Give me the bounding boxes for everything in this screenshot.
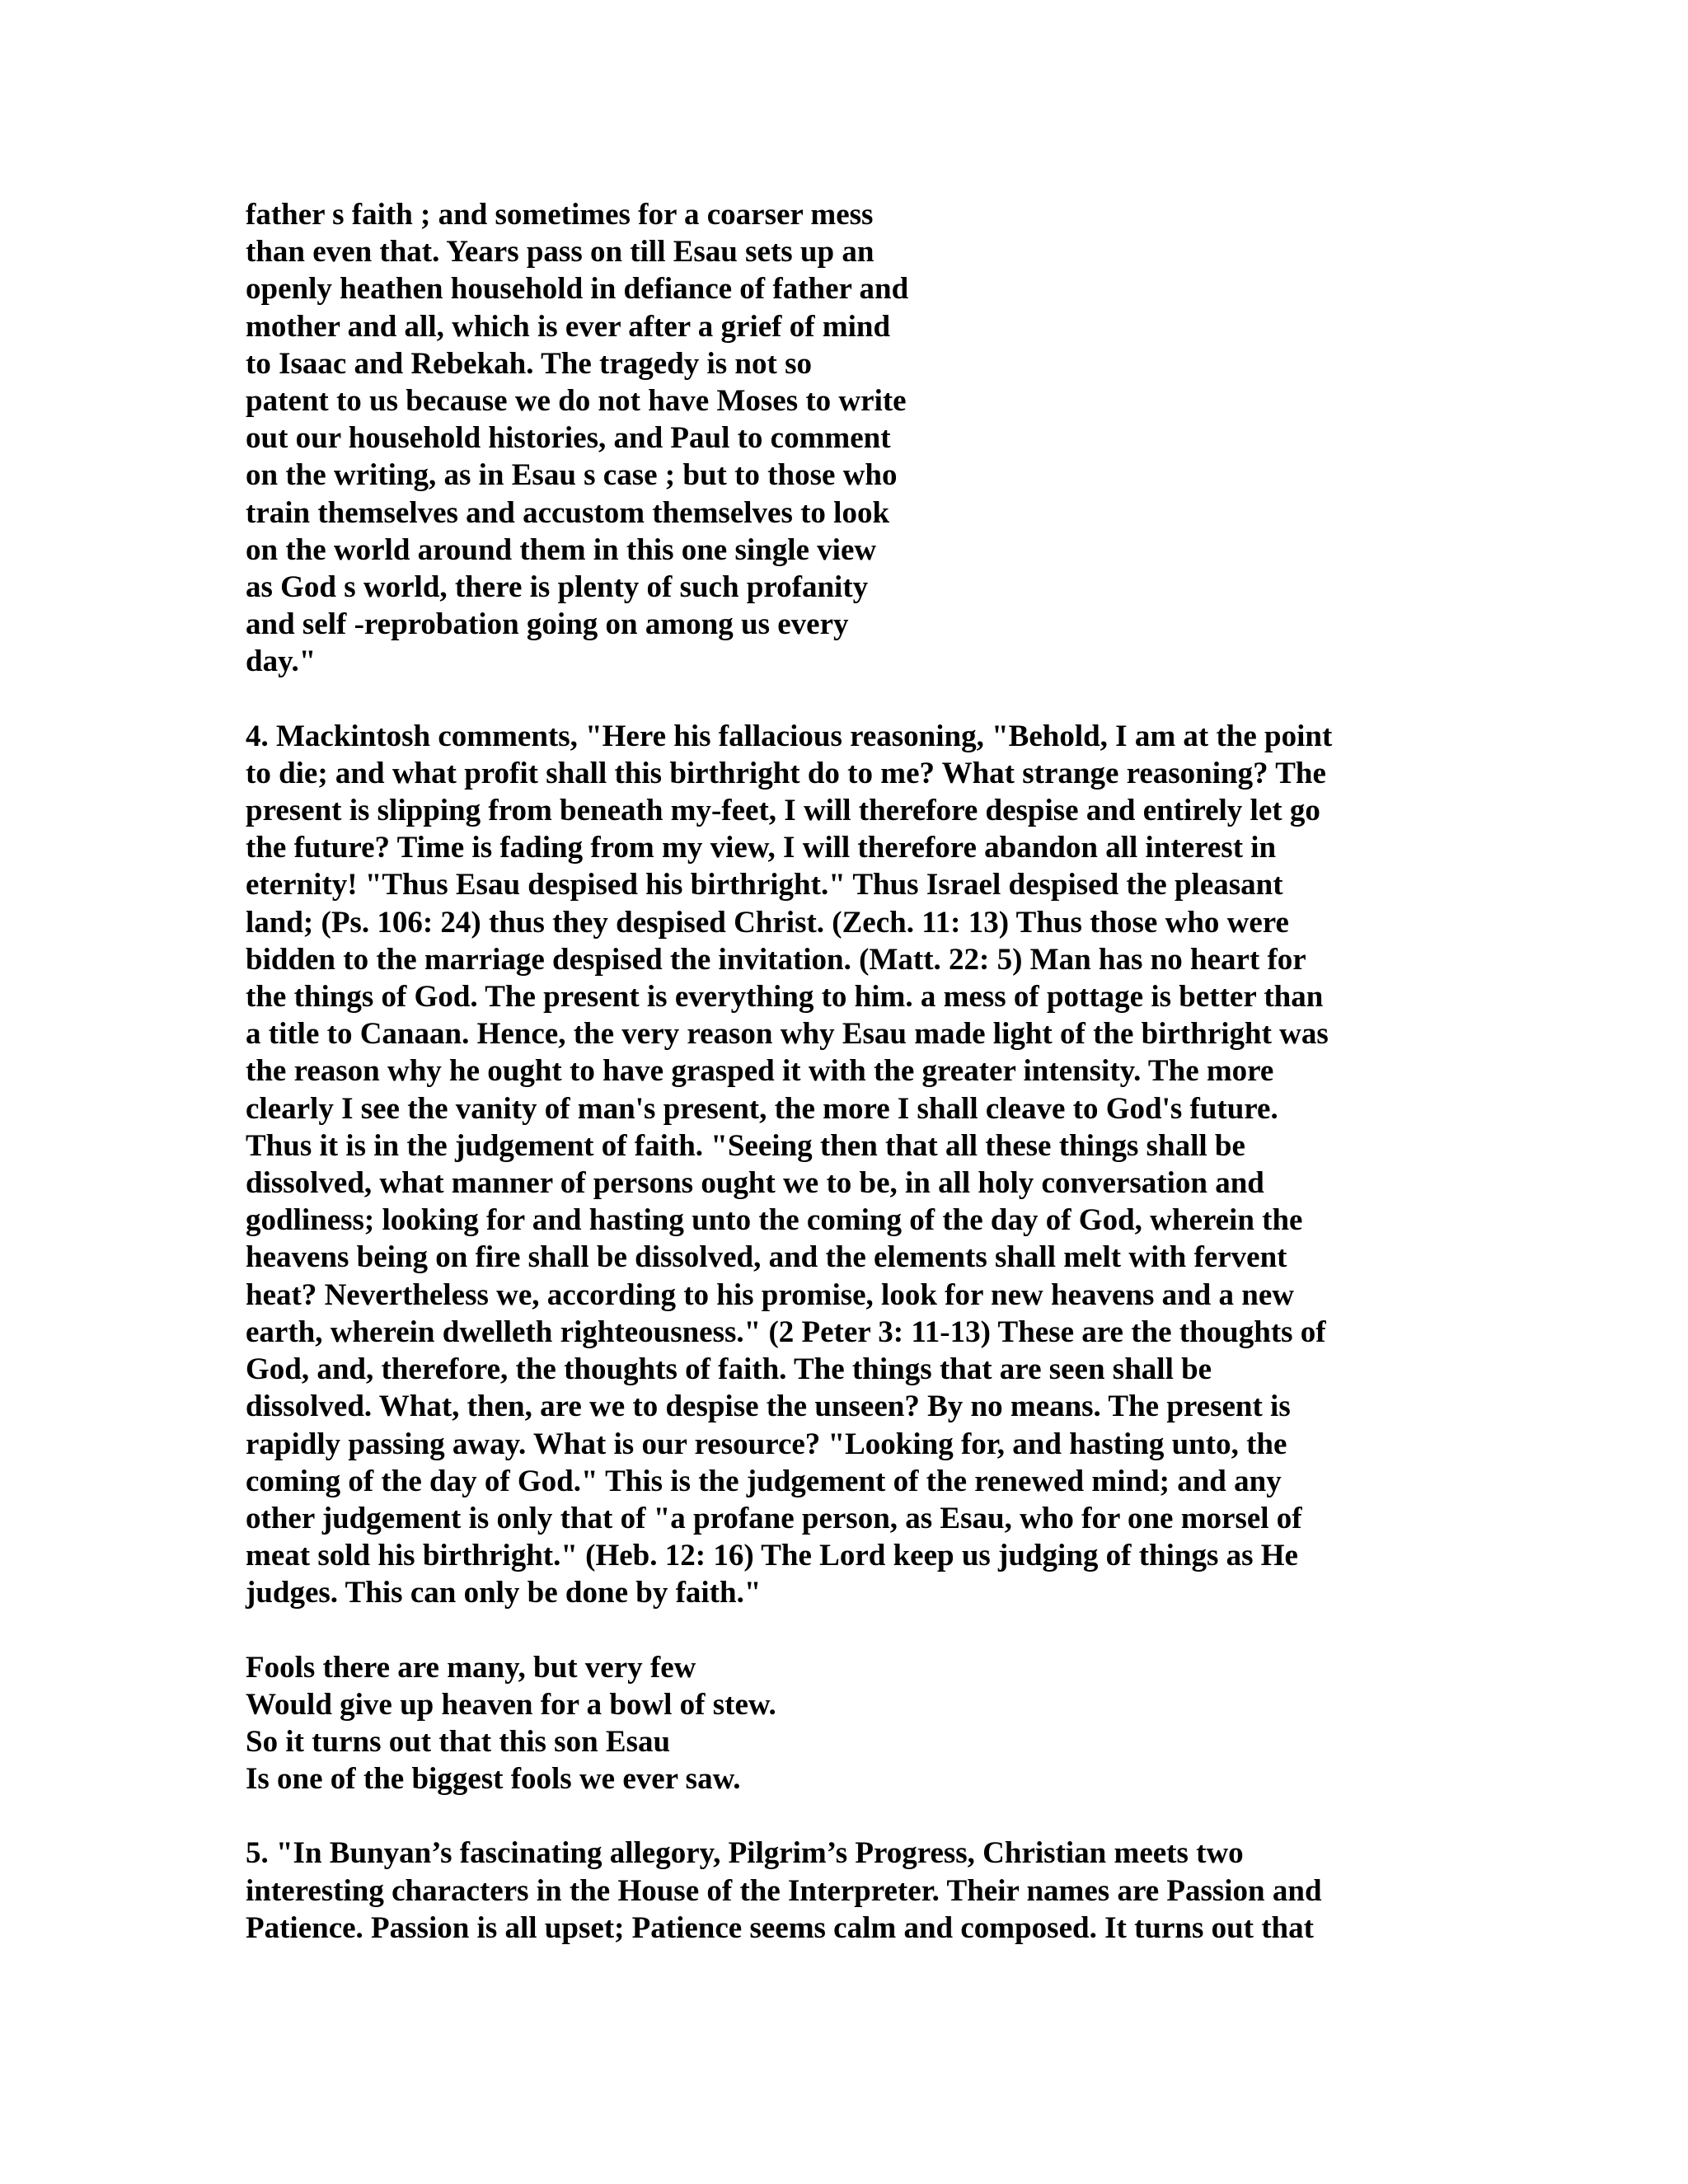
- text-line: mother and all, which is ever after a grief of mind: [246, 309, 891, 344]
- text-line: heat? Nevertheless we, according to his promise, look for new heavens and a new: [246, 1277, 1294, 1312]
- poem-line: Is one of the biggest fools we ever saw.: [246, 1762, 741, 1797]
- text-line: Patience. Passion is all upset; Patience seems calm and composed. It turns out that: [246, 1910, 1314, 1945]
- text-line: heavens being on fire shall be dissolved, and the elements shall melt with fervent: [246, 1240, 1287, 1275]
- text-line: than even that. Years pass on till Esau sets up an: [246, 235, 874, 269]
- text-line: 5. "In Bunyan’s fascinating allegory, Pilgrim’s Progress, Christian meets two: [246, 1836, 1244, 1871]
- text-line: out our household histories, and Paul to comment: [246, 421, 891, 456]
- text-line: a title to Canaan. Hence, the very reason why Esau made light of the birthright was: [246, 1017, 1329, 1052]
- text-line: 4. Mackintosh comments, "Here his fallacious reasoning, "Behold, I am at the point: [246, 719, 1333, 753]
- text-line: clearly I see the vanity of man's present, the more I shall cleave to God's future.: [246, 1091, 1278, 1126]
- text-line: on the world around them in this one single view: [246, 532, 877, 567]
- text-line: the future? Time is fading from my view, I will therefore abandon all interest in: [246, 831, 1277, 865]
- text-line: and self -reprobation going on among us every: [246, 607, 849, 642]
- text-line: to Isaac and Rebekah. The tragedy is not so: [246, 346, 812, 381]
- poem-line: Fools there are many, but very few: [246, 1650, 696, 1685]
- paragraph-mackintosh: [246, 718, 1449, 1612]
- text-line: bidden to the marriage despised the invitation. (Matt. 22: 5) Man has no heart for: [246, 942, 1306, 977]
- text-line: father s faith ; and sometimes for a coarser mess: [246, 198, 874, 232]
- text-line: judges. This can only be done by faith.": [246, 1576, 762, 1610]
- text-line: land; (Ps. 106: 24) thus they despised Christ. (Zech. 11: 13) Thus those who were: [246, 905, 1289, 940]
- text-line: patent to us because we do not have Moses to write: [246, 384, 907, 419]
- text-line: the reason why he ought to have grasped it with the greater intensity. The more: [246, 1054, 1274, 1089]
- paragraph-quote-continuation: [246, 196, 1449, 681]
- paragraph-bunyan: [246, 1835, 1449, 1947]
- text-line: to die; and what profit shall this birthright do to me? What strange reasoning? The: [246, 756, 1326, 790]
- text-line: earth, wherein dwelleth righteousness." (2 Peter 3: 11-13) These are the thoughts of: [246, 1315, 1326, 1349]
- text-line: Thus it is in the judgement of faith. "Seeing then that all these things shall be: [246, 1128, 1245, 1163]
- poem-line: So it turns out that this son Esau: [246, 1724, 671, 1759]
- text-line: meat sold his birthright." (Heb. 12: 16) The Lord keep us judging of things as He: [246, 1539, 1298, 1573]
- text-line: interesting characters in the House of the Interpreter. Their names are Passion and: [246, 1873, 1322, 1908]
- text-line: dissolved, what manner of persons ought we to be, in all holy conversation and: [246, 1166, 1264, 1201]
- text-line: other judgement is only that of "a profane person, as Esau, who for one morsel of: [246, 1501, 1302, 1535]
- text-line: openly heathen household in defiance of father and: [246, 272, 909, 307]
- text-line: as God s world, there is plenty of such profanity: [246, 570, 869, 605]
- text-line: train themselves and accustom themselves to look: [246, 495, 890, 530]
- page-content: [246, 196, 1449, 1947]
- text-line: God, and, therefore, the thoughts of faith. The things that are seen shall be: [246, 1352, 1212, 1387]
- text-line: eternity! "Thus Esau despised his birthright." Thus Israel despised the pleasant: [246, 868, 1283, 902]
- text-line: rapidly passing away. What is our resource? "Looking for, and hasting unto, the: [246, 1427, 1287, 1461]
- text-line: present is slipping from beneath my-feet, I will therefore despise and entirely let go: [246, 794, 1320, 828]
- text-line: the things of God. The present is everything to him. a mess of pottage is better than: [246, 980, 1324, 1015]
- text-line: on the writing, as in Esau s case ; but to those who: [246, 458, 898, 493]
- poem-verse: [246, 1649, 1449, 1798]
- poem-line: Would give up heaven for a bowl of stew.: [246, 1687, 776, 1722]
- text-line: dissolved. What, then, are we to despise the unseen? By no means. The present is: [246, 1390, 1291, 1424]
- text-line: godliness; looking for and hasting unto the coming of the day of God, wherein the: [246, 1203, 1303, 1238]
- text-line: day.": [246, 644, 316, 679]
- text-line: coming of the day of God." This is the judgement of the renewed mind; and any: [246, 1464, 1282, 1498]
